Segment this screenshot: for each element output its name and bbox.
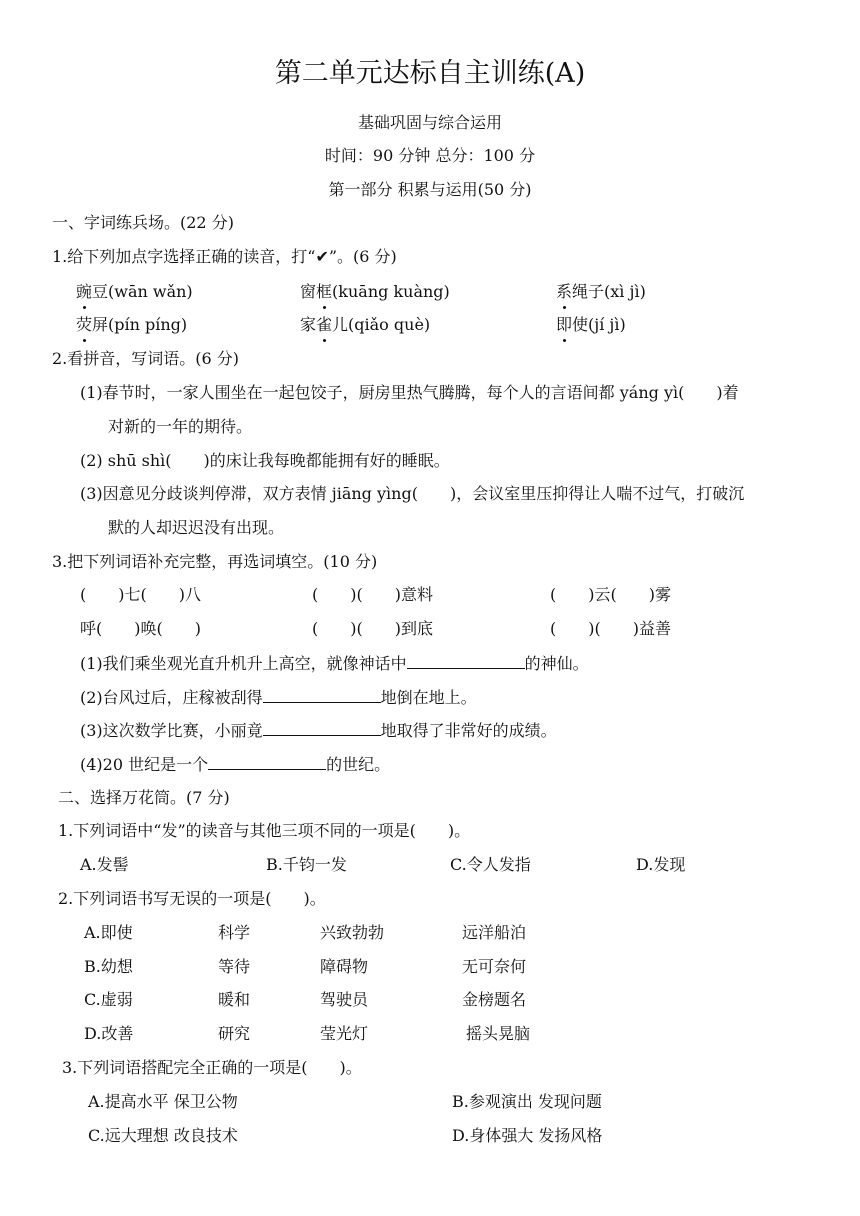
q2-sentence-2[interactable]: (2) shū shì( )的床让我每晚都能拥有好的睡眠。 (80, 451, 450, 470)
mc2-word: 障碍物 (320, 957, 369, 976)
idiom-blank[interactable]: 呼( )唤( ) (80, 619, 201, 638)
idiom-blank[interactable]: ( )( )意料 (312, 585, 433, 604)
idiom-blank[interactable]: ( )云( )雾 (550, 585, 671, 604)
idiom-blank[interactable]: ( )( )到底 (312, 619, 433, 638)
q2-sentence-1-cont: 对新的一年的期待。 (108, 417, 253, 436)
pinyin-choice-item[interactable]: 豌豆(wān wǎn) (76, 282, 193, 301)
mc2-option-d[interactable]: D.改善 (84, 1024, 134, 1043)
pinyin-choice-item[interactable]: 家雀儿(qiǎo què) (300, 315, 431, 334)
mc1-prompt: 1.下列词语中“发”的读音与其他三项不同的一项是( )。 (58, 821, 471, 840)
fill-blank[interactable] (263, 686, 381, 703)
q2-sentence-3[interactable]: (3)因意见分歧谈判停滞，双方表情 jiāng yìng( )，会议室里压抑得让人喘不过气，打破沉 (80, 484, 745, 503)
page-title: 第二单元达标自主训练(A) (274, 58, 586, 89)
mc2-word: 远洋船泊 (462, 923, 527, 942)
mc3-option-d[interactable]: D.身体强大 发扬风格 (452, 1126, 603, 1145)
idiom-blank[interactable]: ( )( )益善 (550, 619, 671, 638)
fill-blank[interactable] (263, 719, 381, 736)
mc2-word: 暖和 (218, 990, 251, 1009)
dotted-char: 系 (556, 282, 573, 301)
q2-sentence-3-cont: 默的人却迟迟没有出现。 (108, 518, 285, 537)
q2-prompt: 2.看拼音，写词语。(6 分) (52, 349, 240, 368)
fill-blank[interactable] (208, 753, 326, 770)
fill-blank[interactable] (407, 652, 525, 669)
fill-sentence-2: (2)台风过后，庄稼被刮得 地倒在地上。 (80, 688, 477, 707)
idiom-blank[interactable]: ( )七( )八 (80, 585, 201, 604)
pinyin-choice-item[interactable]: 荧屏(pín píng) (76, 315, 188, 334)
q1-prompt: 1.给下列加点字选择正确的读音，打“✔”。(6 分) (52, 247, 397, 266)
mc3-prompt: 3.下列词语搭配完全正确的一项是( )。 (62, 1058, 362, 1077)
mc2-word: 等待 (218, 957, 251, 976)
fill-sentence-4: (4)20 世纪是一个 的世纪。 (80, 755, 391, 774)
dotted-char: 豌 (76, 282, 93, 301)
pinyin-choice-item[interactable]: 系绳子(xì jì) (556, 282, 646, 301)
mc3-option-c[interactable]: C.远大理想 改良技术 (88, 1126, 238, 1145)
mc2-word: 科学 (218, 923, 251, 942)
section2-heading: 二、选择万花筒。(7 分) (58, 788, 230, 807)
mc2-option-b[interactable]: B.幼想 (84, 957, 133, 976)
mc2-word: 驾驶员 (320, 990, 369, 1009)
mc3-option-b[interactable]: B.参观演出 发现问题 (452, 1092, 602, 1111)
mc2-word: 莹光灯 (320, 1024, 369, 1043)
dotted-char: 雀 (316, 315, 333, 334)
mc2-word: 研究 (218, 1024, 251, 1043)
dotted-char: 框 (316, 282, 333, 301)
part-heading: 第一部分 积累与运用(50 分) (328, 180, 532, 199)
mc1-option-a[interactable]: A.发髻 (80, 855, 129, 874)
q3-prompt: 3.把下列词语补充完整，再选词填空。(10 分) (52, 552, 378, 571)
mc2-word: 无可奈何 (462, 957, 527, 976)
mc1-option-d[interactable]: D.发现 (636, 855, 686, 874)
mc1-option-c[interactable]: C.令人发指 (450, 855, 531, 874)
mc2-option-a[interactable]: A.即使 (84, 923, 133, 942)
dotted-char: 荧 (76, 315, 93, 334)
mc3-option-a[interactable]: A.提高水平 保卫公物 (88, 1092, 238, 1111)
fill-sentence-3: (3)这次数学比赛，小丽竟 地取得了非常好的成绩。 (80, 721, 557, 740)
mc1-option-b[interactable]: B.千钧一发 (266, 855, 347, 874)
time-score-line: 时间：90 分钟 总分：100 分 (324, 146, 536, 165)
mc2-word: 摇头晃脑 (466, 1024, 531, 1043)
fill-sentence-1: (1)我们乘坐观光直升机升上高空，就像神话中 的神仙。 (80, 654, 589, 673)
mc2-word: 金榜题名 (462, 990, 527, 1009)
pinyin-choice-item[interactable]: 即使(jí jì) (556, 315, 626, 334)
mc2-option-c[interactable]: C.虚弱 (84, 990, 133, 1009)
dotted-char: 即 (556, 315, 573, 334)
page-subtitle: 基础巩固与综合运用 (357, 113, 502, 132)
q2-sentence-1[interactable]: (1)春节时，一家人围坐在一起包饺子，厨房里热气腾腾，每个人的言语间都 yáng yì( )着 (80, 383, 739, 402)
mc2-word: 兴致勃勃 (320, 923, 385, 942)
mc2-prompt: 2.下列词语书写无误的一项是( )。 (58, 889, 326, 908)
section1-heading: 一、字词练兵场。(22 分) (52, 213, 234, 232)
pinyin-choice-item[interactable]: 窗框(kuāng kuàng) (300, 282, 450, 301)
